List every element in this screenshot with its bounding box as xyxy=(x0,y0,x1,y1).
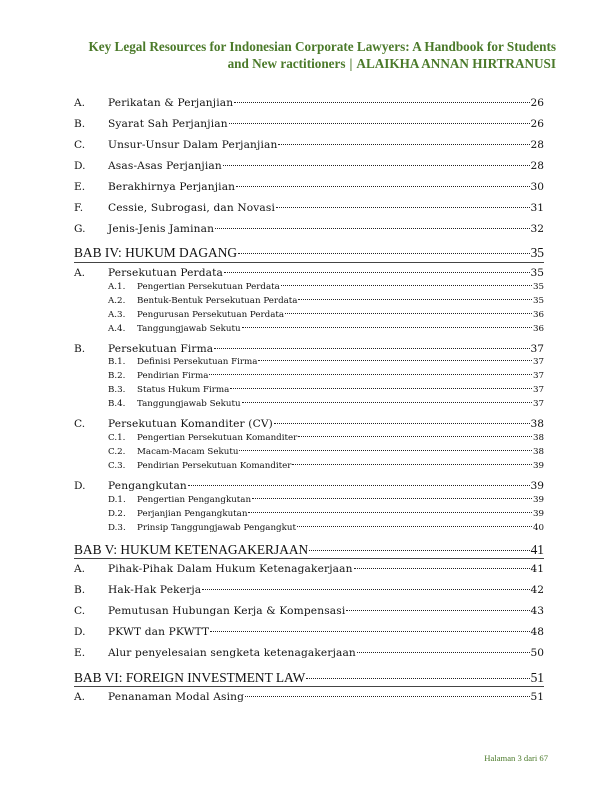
toc-section-entry[interactable] xyxy=(74,97,544,109)
toc-page-number: 42 xyxy=(530,584,544,596)
toc-entry-number: D. xyxy=(74,160,86,172)
toc-dot-leader xyxy=(210,631,529,632)
toc-entry-title: Tanggungjawab Sekutu xyxy=(137,399,241,409)
toc-dot-leader xyxy=(298,299,531,300)
toc-entry-title: Bentuk-Bentuk Persekutuan Perdata xyxy=(137,296,298,306)
toc-page-number: 35 xyxy=(530,245,544,260)
toc-dot-leader xyxy=(354,568,530,569)
toc-page-number: 51 xyxy=(530,691,544,703)
page-number-footer: Halaman 3 dari 67 xyxy=(484,753,548,763)
toc-subsection-entry[interactable] xyxy=(74,324,544,334)
toc-entry-number: C.1. xyxy=(108,433,126,443)
toc-page-number: 38 xyxy=(532,447,544,457)
toc-dot-leader xyxy=(239,450,531,451)
toc-dot-leader xyxy=(306,678,529,679)
toc-dot-leader xyxy=(252,498,532,499)
toc-dot-leader xyxy=(309,550,529,551)
toc-page-number: 26 xyxy=(530,118,544,130)
toc-subsection-entry[interactable] xyxy=(74,461,544,471)
toc-dot-leader xyxy=(224,272,529,273)
toc-entry-title: Penanaman Modal Asing xyxy=(108,691,245,703)
toc-page-number: 37 xyxy=(532,399,544,409)
toc-entry-number: A. xyxy=(74,97,86,109)
toc-entry-number: B.1. xyxy=(108,357,126,367)
toc-dot-leader xyxy=(357,652,530,653)
toc-section-entry[interactable] xyxy=(74,584,544,596)
toc-subsection-entry[interactable] xyxy=(74,495,544,505)
running-header xyxy=(56,38,556,72)
toc-subsection-entry[interactable] xyxy=(74,357,544,367)
toc-dot-leader xyxy=(245,696,529,697)
toc-page-number: 37 xyxy=(532,371,544,381)
toc-entry-number: E. xyxy=(74,181,86,193)
toc-dot-leader xyxy=(278,144,529,145)
toc-entry-title: Pengangkutan xyxy=(108,480,187,492)
toc-page-number: 37 xyxy=(530,343,544,355)
toc-entry-title: PKWT dan PKWTT xyxy=(108,626,210,638)
toc-section-entry[interactable] xyxy=(74,202,544,214)
toc-entry-number: D.3. xyxy=(108,523,126,533)
toc-section-entry[interactable] xyxy=(74,563,544,575)
toc-dot-leader xyxy=(236,186,529,187)
toc-entry-title: Pengurusan Persekutuan Perdata xyxy=(137,310,285,320)
header-subtitle: and New ractitioners xyxy=(227,56,346,71)
toc-subsection-entry[interactable] xyxy=(74,399,544,409)
toc-section-entry[interactable] xyxy=(74,480,544,492)
toc-page-number: 36 xyxy=(532,324,544,334)
toc-section-entry[interactable] xyxy=(74,343,544,355)
toc-page-number: 30 xyxy=(530,181,544,193)
toc-entry-number: B. xyxy=(74,118,86,130)
toc-section-entry[interactable] xyxy=(74,605,544,617)
toc-entry-title: Berakhirnya Perjanjian xyxy=(108,181,236,193)
toc-entry-number: A. xyxy=(74,691,86,703)
toc-dot-leader xyxy=(292,464,531,465)
toc-page-number: 39 xyxy=(530,480,544,492)
toc-dot-leader xyxy=(188,485,530,486)
toc-entry-title: Pengertian Persekutuan Komanditer xyxy=(137,433,298,443)
chapter-underline xyxy=(74,262,544,263)
toc-dot-leader xyxy=(281,285,532,286)
toc-dot-leader xyxy=(214,348,529,349)
toc-entry-number: D. xyxy=(74,480,86,492)
toc-entry-title: Tanggungjawab Sekutu xyxy=(137,324,241,334)
header-separator: | xyxy=(349,56,353,71)
header-line-2 xyxy=(56,55,556,72)
header-author: ALAIKHA ANNAN HIRTRANUSI xyxy=(356,56,556,71)
toc-entry-number: C. xyxy=(74,605,86,617)
toc-entry-title: Alur penyelesaian sengketa ketenagakerjaan xyxy=(108,647,356,659)
toc-dot-leader xyxy=(223,165,530,166)
toc-subsection-entry[interactable] xyxy=(74,310,544,320)
toc-page-number: 35 xyxy=(532,282,544,292)
toc-entry-title: Perjanjian Pengangkutan xyxy=(137,509,248,519)
toc-entry-title: Prinsip Tanggungjawab Pengangkut xyxy=(137,523,296,533)
toc-entry-title: Jenis-Jenis Jaminan xyxy=(108,223,215,235)
toc-entry-title: Persekutuan Perdata xyxy=(108,267,224,279)
toc-entry-number: B.2. xyxy=(108,371,126,381)
toc-entry-title: Macam-Macam Sekutu xyxy=(137,447,239,457)
toc-subsection-entry[interactable] xyxy=(74,371,544,381)
toc-page-number: 40 xyxy=(532,523,544,533)
toc-entry-title: Pendirian Persekutuan Komanditer xyxy=(137,461,292,471)
toc-entry-number: G. xyxy=(74,223,86,235)
toc-entry-number: B. xyxy=(74,343,86,355)
toc-dot-leader xyxy=(242,327,532,328)
toc-dot-leader xyxy=(209,374,532,375)
header-line-1: Key Legal Resources for Indonesian Corporate Lawyers: A Handbook for Students xyxy=(88,39,556,54)
toc-subsection-entry[interactable] xyxy=(74,282,544,292)
toc-subsection-entry[interactable] xyxy=(74,509,544,519)
toc-entry-number: D. xyxy=(74,626,86,638)
toc-entry-number: A.3. xyxy=(108,310,126,320)
toc-dot-leader xyxy=(202,589,529,590)
toc-page-number: 41 xyxy=(530,542,544,557)
toc-page-number: 26 xyxy=(530,97,544,109)
toc-dot-leader xyxy=(346,610,529,611)
toc-page-number: 39 xyxy=(532,461,544,471)
toc-page-number: 51 xyxy=(530,670,544,685)
toc-entry-number: A. xyxy=(74,563,86,575)
toc-page-number: 39 xyxy=(532,509,544,519)
toc-section-entry[interactable] xyxy=(74,160,544,172)
toc-page-number: 41 xyxy=(530,563,544,575)
toc-entry-number: E. xyxy=(74,647,86,659)
toc-section-entry[interactable] xyxy=(74,223,544,235)
toc-subsection-entry[interactable] xyxy=(74,296,544,306)
toc-section-entry[interactable] xyxy=(74,181,544,193)
toc-dot-leader xyxy=(285,313,532,314)
toc-entry-title: Pengertian Pengangkutan xyxy=(137,495,252,505)
toc-page-number: 48 xyxy=(530,626,544,638)
toc-section-entry[interactable] xyxy=(74,118,544,130)
toc-page-number: 37 xyxy=(532,357,544,367)
toc-entry-title: Pendirian Firma xyxy=(137,371,209,381)
toc-dot-leader xyxy=(276,207,530,208)
toc-entry-title: Pihak-Pihak Dalam Hukum Ketenagakerjaan xyxy=(108,563,353,575)
toc-entry-number: C. xyxy=(74,418,86,430)
toc-page-number: 31 xyxy=(530,202,544,214)
toc-entry-number: A.1. xyxy=(108,282,126,292)
toc-entry-title: Unsur-Unsur Dalam Perjanjian xyxy=(108,139,278,151)
toc-entry-number: C.2. xyxy=(108,447,126,457)
toc-dot-leader xyxy=(230,388,532,389)
toc-page-number: 50 xyxy=(530,647,544,659)
toc-entry-number: D.2. xyxy=(108,509,126,519)
toc-entry-number: B. xyxy=(74,584,86,596)
toc-entry-number: A.2. xyxy=(108,296,126,306)
toc-page-number: 38 xyxy=(532,433,544,443)
toc-dot-leader xyxy=(258,360,531,361)
toc-page-number: 28 xyxy=(530,139,544,151)
toc-entry-title: Asas-Asas Perjanjian xyxy=(108,160,222,172)
toc-section-entry[interactable] xyxy=(74,626,544,638)
toc-entry-number: C. xyxy=(74,139,86,151)
toc-entry-number: A. xyxy=(74,267,86,279)
toc-dot-leader xyxy=(248,512,531,513)
toc-page-number: 37 xyxy=(532,385,544,395)
toc-dot-leader xyxy=(298,436,532,437)
toc-page-number: 43 xyxy=(530,605,544,617)
toc-entry-title: Pengertian Persekutuan Perdata xyxy=(137,282,280,292)
toc-page-number: 32 xyxy=(530,223,544,235)
toc-entry-title: Hak-Hak Pekerja xyxy=(108,584,202,596)
toc-dot-leader xyxy=(215,228,529,229)
toc-entry-title: BAB V: HUKUM KETENAGAKERJAAN xyxy=(74,542,309,557)
toc-entry-number: F. xyxy=(74,202,84,214)
toc-page-number: 35 xyxy=(532,296,544,306)
toc-section-entry[interactable] xyxy=(74,691,544,703)
toc-subsection-entry[interactable] xyxy=(74,385,544,395)
toc-dot-leader xyxy=(297,526,532,527)
toc-chapter-entry[interactable] xyxy=(74,542,544,558)
toc-entry-title: Persekutuan Firma xyxy=(108,343,214,355)
toc-entry-number: B.3. xyxy=(108,385,126,395)
toc-entry-number: A.4. xyxy=(108,324,126,334)
toc-entry-number: D.1. xyxy=(108,495,126,505)
toc-page-number: 35 xyxy=(530,267,544,279)
toc-subsection-entry[interactable] xyxy=(74,433,544,443)
toc-chapter-entry[interactable] xyxy=(74,670,544,686)
toc-section-entry[interactable] xyxy=(74,647,544,659)
chapter-underline xyxy=(74,686,544,687)
toc-page-number: 28 xyxy=(530,160,544,172)
toc-entry-title: BAB VI: FOREIGN INVESTMENT LAW xyxy=(74,670,306,685)
toc-entry-number: C.3. xyxy=(108,461,126,471)
toc-subsection-entry[interactable] xyxy=(74,447,544,457)
toc-entry-title: Syarat Sah Perjanjian xyxy=(108,118,228,130)
toc-entry-title: Definisi Persekutuan Firma xyxy=(137,357,258,367)
toc-entry-title: Pemutusan Hubungan Kerja & Kompensasi xyxy=(108,605,346,617)
toc-page-number: 36 xyxy=(532,310,544,320)
toc-subsection-entry[interactable] xyxy=(74,523,544,533)
toc-entry-title: Status Hukum Firma xyxy=(137,385,230,395)
toc-entry-title: BAB IV: HUKUM DAGANG xyxy=(74,245,238,260)
toc-dot-leader xyxy=(229,123,530,124)
toc-section-entry[interactable] xyxy=(74,418,544,430)
toc-section-entry[interactable] xyxy=(74,139,544,151)
toc-dot-leader xyxy=(234,102,529,103)
toc-entry-title: Cessie, Subrogasi, dan Novasi xyxy=(108,202,276,214)
toc-dot-leader xyxy=(242,402,532,403)
toc-page-number: 39 xyxy=(532,495,544,505)
toc-chapter-entry[interactable] xyxy=(74,245,544,261)
toc-entry-title: Perikatan & Perjanjian xyxy=(108,97,234,109)
toc-dot-leader xyxy=(274,423,530,424)
toc-entry-title: Persekutuan Komanditer (CV) xyxy=(108,418,273,430)
toc-entry-number: B.4. xyxy=(108,399,126,409)
chapter-underline xyxy=(74,558,544,559)
toc-section-entry[interactable] xyxy=(74,267,544,279)
toc-page-number: 38 xyxy=(530,418,544,430)
toc-dot-leader xyxy=(238,253,530,254)
